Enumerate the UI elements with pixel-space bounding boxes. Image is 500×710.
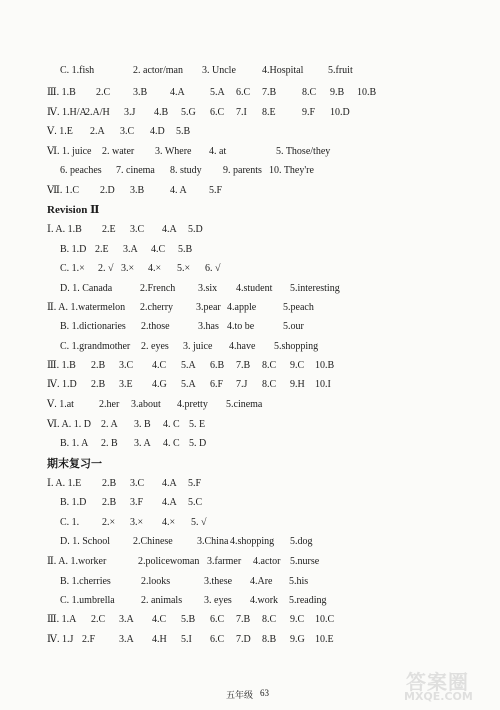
answer-item: 2. water — [102, 146, 135, 157]
answer-item: 7.B — [236, 360, 251, 371]
answer-item: C. 1.grandmother — [60, 341, 131, 352]
answer-item: B. 1.D — [60, 497, 87, 508]
answer-item: 9. parents — [223, 165, 262, 176]
section-heading: 期末复习一 — [47, 457, 102, 470]
answer-item: 5.B — [176, 126, 191, 137]
answer-item: 2.E — [95, 244, 109, 255]
answer-item: 3. juice — [183, 341, 213, 352]
answer-item: 9.F — [302, 107, 316, 118]
answer-item: 5.dog — [290, 536, 313, 547]
section-heading: Revision Ⅱ — [47, 204, 100, 216]
answer-item: 6.C — [210, 634, 225, 645]
answer-item: 5.B — [178, 244, 193, 255]
answer-item: 2. actor/man — [133, 65, 183, 76]
answer-item: 4. C — [163, 419, 180, 430]
answer-item: 5.cinema — [226, 399, 263, 410]
answer-item: 5. E — [189, 419, 206, 430]
answer-item: 2.Chinese — [133, 536, 173, 547]
answer-item: 4.Are — [250, 576, 273, 587]
answer-item: 3.F — [130, 497, 144, 508]
answer-item: 5.D — [188, 224, 203, 235]
answer-item: Ⅱ. A. 1.worker — [47, 556, 107, 567]
answer-item: 4.C — [152, 614, 167, 625]
answer-item: 4.× — [148, 263, 162, 274]
watermark-url: MXQE.COM — [404, 690, 473, 703]
answer-item: 8.C — [262, 360, 277, 371]
answer-item: 2.B — [102, 478, 117, 489]
answer-item: 5.F — [188, 478, 202, 489]
answer-item: 4.H — [152, 634, 167, 645]
answer-item: 3. eyes — [204, 595, 232, 606]
answer-item: 7. cinema — [116, 165, 155, 176]
answer-item: 10. They're — [269, 165, 314, 176]
answer-item: 3.about — [131, 399, 161, 410]
answer-item: 4. at — [209, 146, 227, 157]
answer-item: 3.C — [119, 360, 134, 371]
answer-item: 4.A — [170, 87, 185, 98]
answer-item: 10.D — [330, 107, 350, 118]
answer-item: Ⅳ. 1.H/A — [47, 107, 87, 118]
answer-item: 9.G — [290, 634, 305, 645]
answer-item: 3.China — [197, 536, 229, 547]
answer-item: 3.E — [119, 379, 133, 390]
answer-item: 3.C — [120, 126, 135, 137]
answer-item: Ⅲ. 1.B — [47, 87, 76, 98]
answer-item: 6.C — [236, 87, 251, 98]
answer-item: 5.F — [209, 185, 223, 196]
answer-item: 5.A — [181, 360, 196, 371]
footer-grade: 五年级 — [226, 691, 254, 701]
answer-item: 7.J — [236, 379, 248, 390]
answer-item: 4.C — [152, 360, 167, 371]
answer-item: 4.A — [162, 224, 177, 235]
answer-item: C. 1.umbrella — [60, 595, 115, 606]
answer-item: Ⅵ. 1. juice — [47, 146, 92, 157]
answer-item: 5.nurse — [290, 556, 320, 567]
answer-item: Ⅶ. 1.C — [47, 185, 80, 196]
answer-item: 8.C — [262, 379, 277, 390]
answer-item: 4.A — [162, 478, 177, 489]
answer-item: 8.E — [262, 107, 276, 118]
answer-item: 2.× — [102, 517, 116, 528]
answer-item: 5.his — [289, 576, 309, 587]
answer-item: 4. A — [170, 185, 187, 196]
answer-item: 10.B — [315, 360, 335, 371]
answer-item: 3.J — [124, 107, 136, 118]
answer-item: 2. eyes — [141, 341, 169, 352]
answer-item: 5. D — [189, 438, 207, 449]
answer-item: 2.C — [91, 614, 106, 625]
answer-item: 4.shopping — [230, 536, 275, 547]
answer-item: 2.B — [91, 379, 106, 390]
answer-item: 3.B — [130, 185, 145, 196]
answer-item: 7.B — [236, 614, 251, 625]
answer-item: C. 1. — [60, 517, 80, 528]
answer-item: 2.French — [140, 283, 176, 294]
answer-item: 4.to be — [227, 321, 255, 332]
answer-item: 4. C — [163, 438, 180, 449]
answer-item: B. 1. A — [60, 438, 89, 449]
answer-item: 3.B — [133, 87, 148, 98]
answer-item: 5.G — [181, 107, 196, 118]
answer-item: 2.cherry — [140, 302, 174, 313]
answer-item: 3.A — [123, 244, 138, 255]
answer-item: Ⅲ. 1.A — [47, 614, 77, 625]
answer-item: 7.B — [262, 87, 277, 98]
answer-item: 3.these — [204, 576, 233, 587]
answer-item: 10.E — [315, 634, 334, 645]
answer-item: 4.B — [154, 107, 169, 118]
answer-item: 2.D — [100, 185, 115, 196]
answer-item: 3.× — [121, 263, 135, 274]
answer-item: Ⅳ. 1.D — [47, 379, 77, 390]
answer-item: 2.F — [82, 634, 96, 645]
answer-item: C. 1.fish — [60, 65, 95, 76]
answer-item: 9.C — [290, 614, 305, 625]
answer-item: 9.C — [290, 360, 305, 371]
answer-item: 3.C — [130, 224, 145, 235]
answer-item: 5.shopping — [274, 341, 319, 352]
answer-item: 4.student — [236, 283, 273, 294]
answer-item: 4.D — [150, 126, 165, 137]
answer-item: 3.C — [130, 478, 145, 489]
answer-item: 2. B — [101, 438, 118, 449]
answer-item: 7.D — [236, 634, 251, 645]
answer-item: B. 1.D — [60, 244, 87, 255]
answer-item: 2.those — [141, 321, 170, 332]
answer-item: 8. study — [170, 165, 202, 176]
watermark-text: 答案圈 — [406, 670, 469, 694]
answer-item: 4.A — [162, 497, 177, 508]
answer-item: 3.A — [119, 614, 134, 625]
answer-item: 2.looks — [141, 576, 171, 587]
answer-item: 5.B — [181, 614, 196, 625]
answer-item: 3.farmer — [207, 556, 242, 567]
answer-item: 3.pear — [196, 302, 221, 313]
answer-item: 6. peaches — [60, 165, 102, 176]
answer-item: 2.B — [91, 360, 106, 371]
answer-item: 3.A — [119, 634, 134, 645]
answer-item: 4.× — [162, 517, 176, 528]
answer-item: Ⅱ. A. 1.watermelon — [47, 302, 126, 313]
answer-item: 2.E — [102, 224, 116, 235]
answer-item: 9.B — [330, 87, 345, 98]
answer-item: 4.work — [250, 595, 279, 606]
answer-item: 3. Uncle — [202, 65, 236, 76]
answer-item: 2.A — [90, 126, 105, 137]
answer-item: D. 1. Canada — [60, 283, 113, 294]
answer-item: 4.Hospital — [262, 65, 304, 76]
answer-item: 4.have — [229, 341, 256, 352]
answer-item: 6.B — [210, 360, 225, 371]
answer-item: 7.I — [236, 107, 247, 118]
answer-item: 6.F — [210, 379, 224, 390]
answer-item: 3. A — [134, 438, 151, 449]
answer-item: 6.C — [210, 107, 225, 118]
answer-item: 5.interesting — [290, 283, 340, 294]
answer-item: 4.actor — [253, 556, 281, 567]
answer-item: Ⅵ. A. 1. D — [47, 419, 91, 430]
answer-item: B. 1.cherries — [60, 576, 111, 587]
answer-item: 3.× — [130, 517, 144, 528]
answer-item: 10.C — [315, 614, 335, 625]
watermark-logo — [400, 666, 492, 706]
answer-item: 2. √ — [98, 263, 114, 274]
answer-item: 10.B — [357, 87, 377, 98]
answer-item: 3. B — [134, 419, 151, 430]
answer-item: 5.our — [283, 321, 304, 332]
answer-item: Ⅴ. 1.E — [47, 126, 73, 137]
answer-item: 4.apple — [227, 302, 257, 313]
answer-item: B. 1.dictionaries — [60, 321, 126, 332]
answer-item: 3.has — [198, 321, 219, 332]
answer-item: 2.B — [102, 497, 117, 508]
answer-item: Ⅲ. 1.B — [47, 360, 76, 371]
answer-item: Ⅰ. A. 1.E — [47, 478, 82, 489]
answer-item: 9.H — [290, 379, 305, 390]
answer-item: 5.I — [181, 634, 192, 645]
answer-item: 6.C — [210, 614, 225, 625]
answer-item: 5.fruit — [328, 65, 353, 76]
answer-item: 6. √ — [205, 263, 221, 274]
answer-item: 8.C — [302, 87, 317, 98]
answer-item: 2.A/H — [85, 107, 110, 118]
answer-item: 5. Those/they — [276, 146, 331, 157]
answer-item: 5.C — [188, 497, 203, 508]
answer-item: 5.A — [181, 379, 196, 390]
answer-item: 5.reading — [289, 595, 327, 606]
answer-item: 2.policewoman — [138, 556, 200, 567]
answer-item: 3. Where — [155, 146, 192, 157]
answer-item: 2. animals — [141, 595, 183, 606]
answer-item: 4.C — [151, 244, 166, 255]
answer-item: 2. A — [101, 419, 118, 430]
answer-item: 8.C — [262, 614, 277, 625]
answer-item: C. 1.× — [60, 263, 85, 274]
answer-item: 10.I — [315, 379, 331, 390]
answer-item: 5.peach — [283, 302, 314, 313]
answer-item: 2.her — [99, 399, 120, 410]
footer-page-number: 63 — [260, 688, 269, 698]
answer-item: 4.pretty — [177, 399, 208, 410]
answer-item: 5.× — [177, 263, 191, 274]
answer-item: 2.C — [96, 87, 111, 98]
answer-item: 5.A — [210, 87, 225, 98]
answer-item: 5. √ — [191, 517, 207, 528]
answer-item: 8.B — [262, 634, 277, 645]
answer-item: D. 1. School — [60, 536, 110, 547]
answer-item: Ⅰ. A. 1.B — [47, 224, 82, 235]
answer-item: Ⅴ. 1.at — [47, 399, 74, 410]
answer-item: Ⅳ. 1.J — [47, 634, 74, 645]
answer-item: 4.G — [152, 379, 167, 390]
answer-item: 3.six — [198, 283, 218, 294]
